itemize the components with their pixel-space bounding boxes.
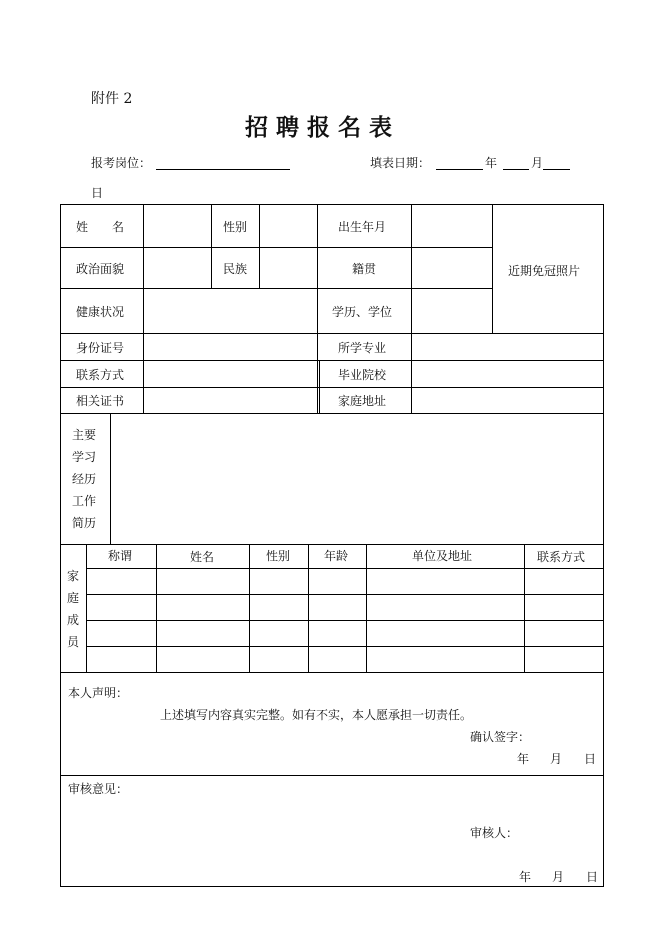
review-date-day: 日 (586, 870, 599, 884)
ethnicity-field[interactable] (260, 248, 317, 288)
reviewer-label: 审核人： (470, 826, 519, 840)
month-underline[interactable] (503, 169, 529, 170)
resume-label-4: 工作 (72, 494, 97, 508)
declaration-date-month: 月 (550, 752, 563, 766)
name-field[interactable] (144, 205, 211, 247)
gender-label: 性别 (223, 220, 248, 234)
review-date-year: 年 (519, 870, 532, 884)
ethnicity-label: 民族 (223, 262, 248, 276)
declaration-signature-field[interactable] (532, 726, 600, 746)
resume-label-2: 学习 (72, 450, 97, 464)
fill-date-label: 填表日期： (370, 156, 431, 170)
review-date-month: 月 (552, 870, 565, 884)
declaration-date-day: 日 (584, 752, 597, 766)
contact-field[interactable] (144, 361, 317, 387)
resume-label-1: 主要 (72, 428, 97, 442)
name-label: 姓 名 (76, 220, 125, 234)
declaration-date-year: 年 (517, 752, 530, 766)
id-number-field[interactable] (144, 334, 317, 360)
family-header-name: 姓名 (190, 550, 215, 564)
declaration-label: 本人声明： (68, 686, 129, 700)
birth-label: 出生年月 (338, 220, 387, 234)
family-header-unit-address: 单位及地址 (412, 549, 473, 563)
family-header-contact: 联系方式 (537, 550, 586, 564)
attachment-label: 附件 2 (91, 91, 133, 107)
id-number-label: 身份证号 (76, 341, 125, 355)
reviewer-field[interactable] (520, 822, 600, 842)
birth-field[interactable] (412, 205, 492, 247)
contact-label: 联系方式 (76, 368, 125, 382)
family-header-age: 年龄 (324, 549, 349, 563)
native-place-field[interactable] (412, 248, 492, 288)
year-underline[interactable] (436, 169, 483, 170)
graduated-school-field[interactable] (412, 361, 603, 387)
resume-field[interactable] (111, 414, 603, 544)
education-field[interactable] (412, 289, 492, 333)
family-label-4: 员 (67, 635, 80, 649)
family-label-2: 庭 (67, 591, 80, 605)
family-label-3: 成 (67, 613, 80, 627)
declaration-text: 上述填写内容真实完整。如有不实，本人愿承担一切责任。 (160, 708, 473, 722)
year-label: 年 (485, 156, 498, 170)
review-opinion-field[interactable] (61, 798, 603, 820)
certificates-field[interactable] (144, 388, 317, 413)
certificates-label: 相关证书 (76, 394, 125, 408)
politics-field[interactable] (144, 248, 211, 288)
family-row[interactable] (87, 569, 603, 594)
home-address-label: 家庭地址 (338, 394, 387, 408)
family-header-title: 称谓 (108, 549, 133, 563)
gender-field[interactable] (260, 205, 317, 247)
photo-area[interactable] (493, 205, 603, 333)
declaration-sign-label: 确认签字： (470, 730, 531, 744)
review-label: 审核意见： (68, 782, 129, 796)
health-field[interactable] (144, 289, 317, 333)
graduated-school-label: 毕业院校 (338, 368, 387, 382)
major-label: 所学专业 (338, 341, 387, 355)
photo-label: 近期免冠照片 (508, 264, 581, 278)
month-label: 月 (531, 156, 544, 170)
position-label: 报考岗位： (91, 156, 152, 170)
native-place-label: 籍贯 (352, 262, 377, 276)
health-label: 健康状况 (76, 305, 125, 319)
resume-label-3: 经历 (72, 472, 97, 486)
day-underline[interactable] (543, 169, 570, 170)
page-title: 招 聘 报 名 表 (245, 115, 393, 141)
resume-label-5: 简历 (72, 516, 97, 530)
family-header-gender: 性别 (266, 549, 291, 563)
education-label: 学历、学位 (332, 305, 393, 319)
family-row[interactable] (87, 647, 603, 672)
family-row[interactable] (87, 621, 603, 646)
family-label-1: 家 (67, 569, 80, 583)
home-address-field[interactable] (412, 388, 603, 413)
major-field[interactable] (412, 334, 603, 360)
family-row[interactable] (87, 595, 603, 620)
position-underline[interactable] (156, 169, 290, 170)
day-label: 日 (91, 186, 104, 200)
politics-label: 政治面貌 (76, 262, 125, 276)
